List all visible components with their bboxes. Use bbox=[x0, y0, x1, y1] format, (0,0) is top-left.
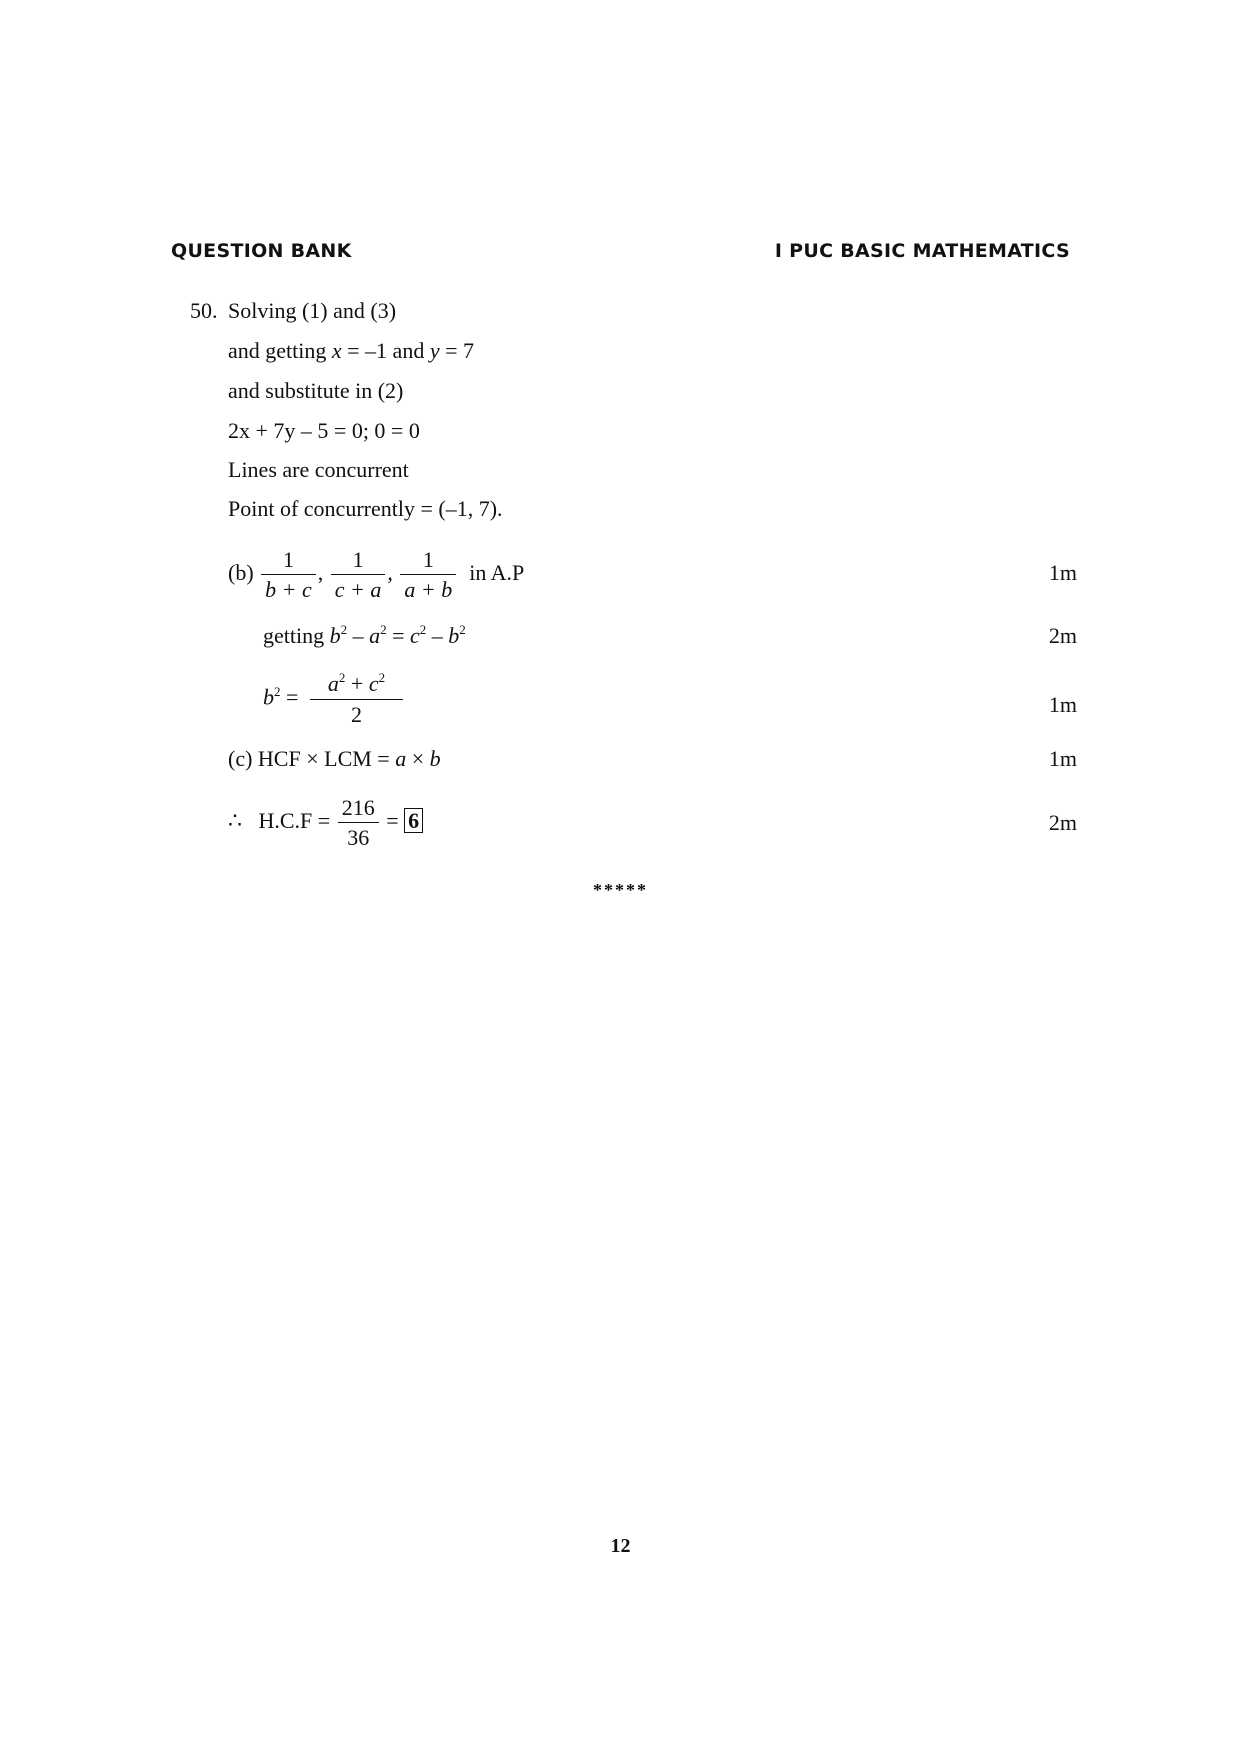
fraction: $\frac{1}{c + a}$ bbox=[331, 549, 386, 601]
mark-b-1: 1m bbox=[1048, 560, 1077, 585]
mark-b-3: 1m bbox=[1048, 692, 1077, 717]
ap-suffix: in A.P bbox=[469, 560, 525, 586]
part-b-ap-line: (b) $\frac{1}{b + c}$ , $\frac{1}{c + a}$ , $\frac{1}{a + b}$ in A.P bbox=[228, 547, 525, 602]
solution-line-6: Point of concurrently = (–1, 7). bbox=[228, 496, 503, 521]
part-c-line-2: ∴ H.C.F = $\frac{216}{36}$ = 6 bbox=[228, 797, 423, 849]
fraction: $\frac{a^2 + c^2}{2}$ bbox=[310, 673, 403, 726]
header-right-title: I PUC BASIC MATHEMATICS bbox=[774, 240, 1070, 262]
part-c-label: (c) bbox=[228, 746, 253, 771]
part-b-result-line: $b^2$ = $\frac{a^2 + c^2}{2}$ bbox=[263, 673, 405, 726]
page-number: 12 bbox=[610, 1535, 631, 1557]
part-c-line-1: (c) HCF × LCM = a × b bbox=[228, 746, 441, 771]
mark-c-1: 1m bbox=[1048, 746, 1077, 771]
solution-line-3: and substitute in (2) bbox=[228, 378, 404, 403]
mark-b-2: 2m bbox=[1048, 623, 1077, 648]
boxed-answer: 6 bbox=[404, 808, 423, 833]
solution-line-4: 2x + 7y – 5 = 0; 0 = 0 bbox=[228, 418, 420, 443]
fraction: $\frac{1}{b + c}$ bbox=[261, 549, 316, 601]
solution-line-5: Lines are concurrent bbox=[228, 457, 409, 482]
section-end-stars: ***** bbox=[593, 880, 648, 900]
part-b-label: (b) bbox=[228, 560, 254, 586]
therefore-symbol: ∴ bbox=[228, 808, 242, 834]
mark-c-2: 2m bbox=[1048, 810, 1077, 835]
fraction: $\frac{216}{36}$ bbox=[338, 797, 379, 849]
header-left-title: QUESTION BANK bbox=[171, 240, 352, 262]
solution-line-1: Solving (1) and (3) bbox=[228, 298, 397, 323]
question-number: 50. bbox=[190, 298, 218, 323]
solution-line-2: and getting x = –1 and y = 7 bbox=[228, 338, 474, 363]
fraction: $\frac{1}{a + b}$ bbox=[400, 549, 456, 601]
part-b-getting-line: getting $b^2 - a^2 = c^2 - b^2$ bbox=[263, 622, 466, 648]
